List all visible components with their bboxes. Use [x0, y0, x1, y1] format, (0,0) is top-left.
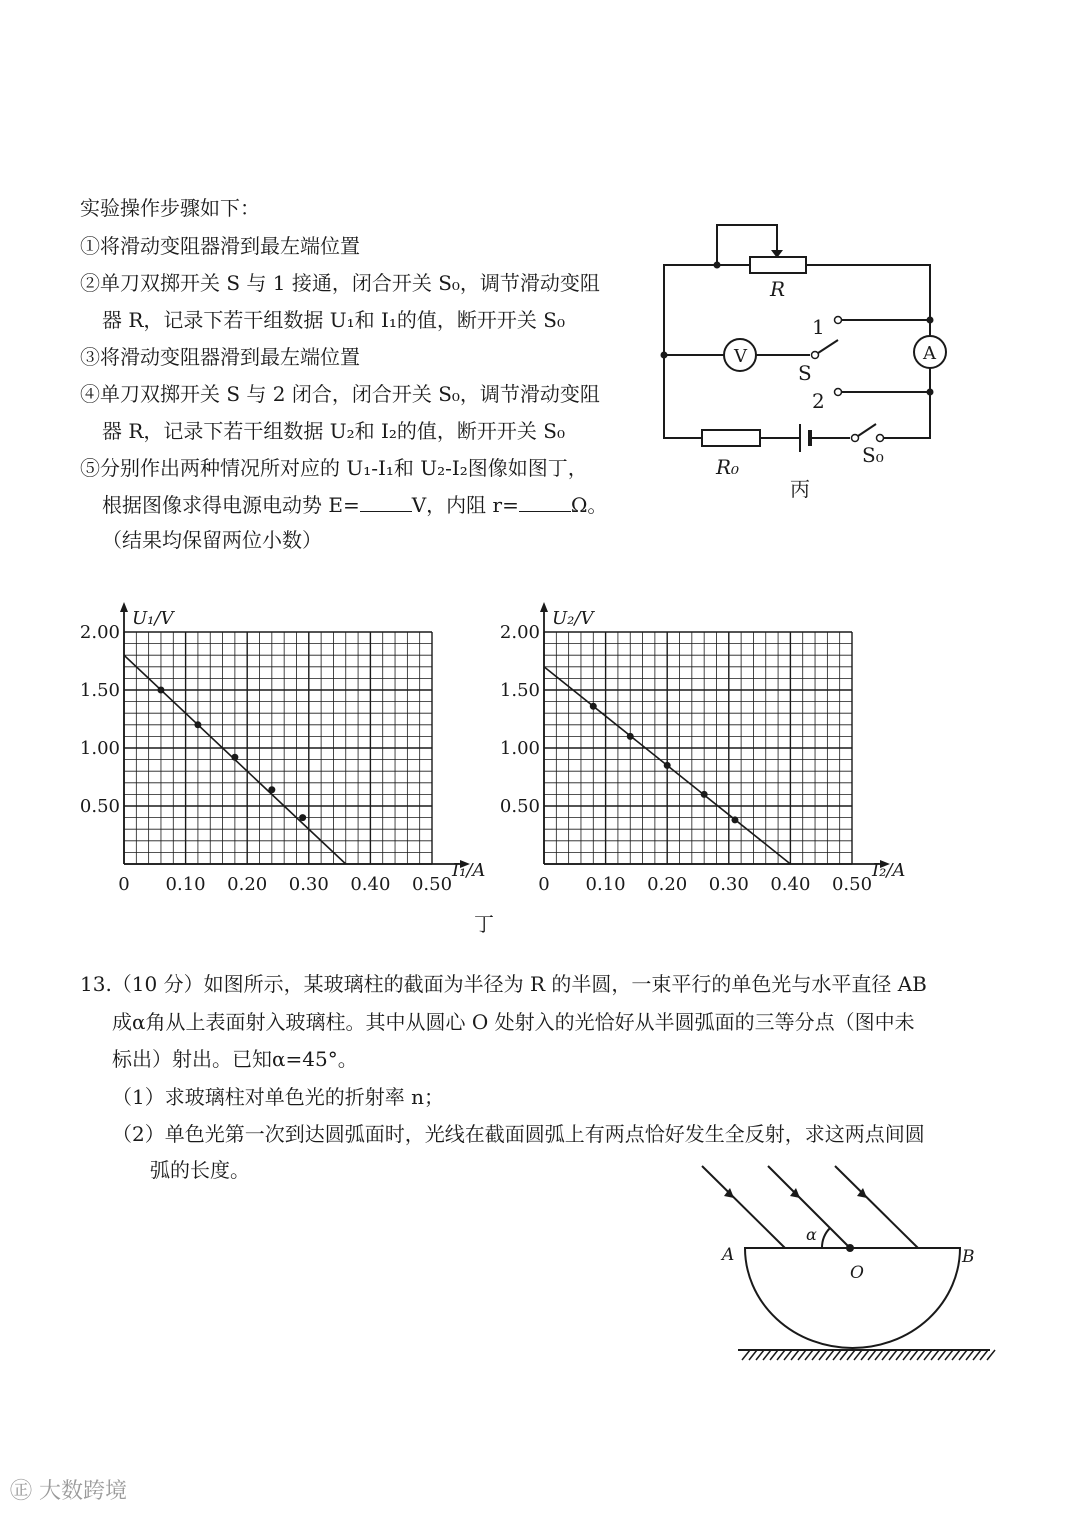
switch-s-label: S: [798, 361, 812, 385]
x-axis-label: I₁/A: [452, 860, 486, 881]
point-a-label: A: [722, 1245, 735, 1265]
emf-answer-blank[interactable]: [360, 493, 412, 512]
ground-hatch: [903, 1350, 911, 1360]
y-tick-label: 2.00: [79, 622, 120, 643]
step-2-line-1: ②单刀双掷开关 S 与 1 接通，闭合开关 S₀，调节滑动变阻: [80, 271, 600, 295]
ground-hatch: [784, 1350, 792, 1360]
ground-hatch: [756, 1350, 764, 1360]
ground-hatch: [987, 1350, 995, 1360]
ground-hatch: [945, 1350, 953, 1360]
ground-hatch: [812, 1350, 820, 1360]
ground-hatch: [931, 1350, 939, 1360]
ground-hatch: [749, 1350, 757, 1360]
ground-hatch: [861, 1350, 869, 1360]
data-point: [731, 816, 738, 823]
circuit-diagram: [640, 210, 950, 510]
ground-hatch: [763, 1350, 771, 1360]
ground-hatch: [868, 1350, 876, 1360]
glass-semicircle-diagram: [690, 1160, 1010, 1375]
ground-hatch: [973, 1350, 981, 1360]
x-tick-label: 0: [538, 874, 550, 895]
ground-hatch: [791, 1350, 799, 1360]
data-point: [231, 754, 238, 761]
ammeter-label: A: [923, 343, 936, 364]
ground-hatch: [980, 1350, 988, 1360]
ground-hatch: [952, 1350, 960, 1360]
step-2-line-2: 器 R，记录下若干组数据 U₁和 I₁的值，断开开关 S₀: [102, 308, 565, 332]
y-tick-label: 1.50: [79, 680, 120, 701]
data-point: [194, 721, 201, 728]
x-tick-label: 0.10: [165, 874, 206, 895]
x-tick-label: 0.40: [770, 874, 811, 895]
x-tick-label: 0: [118, 874, 130, 895]
x-tick-label: 0.30: [288, 874, 329, 895]
ground-hatch: [917, 1350, 925, 1360]
ground-hatch: [966, 1350, 974, 1360]
y-tick-label: 0.50: [79, 796, 120, 817]
ground-hatch: [882, 1350, 890, 1360]
ground-hatch: [833, 1350, 841, 1360]
switch-s0-label: S₀: [862, 443, 884, 467]
contact-2-label: 2: [812, 389, 825, 413]
problem-13-line-2: 成α角从上表面射入玻璃柱。其中从圆心 O 处射入的光恰好从半圆弧面的三等分点（图中未: [112, 1010, 915, 1034]
ground-hatch: [777, 1350, 785, 1360]
y-tick-label: 2.00: [499, 622, 540, 643]
ground-hatch: [959, 1350, 967, 1360]
y-tick-label: 1.00: [499, 738, 540, 759]
data-point: [664, 762, 671, 769]
ground-hatch: [826, 1350, 834, 1360]
ground-hatch: [875, 1350, 883, 1360]
step-3: ③将滑动变阻器滑到最左端位置: [80, 345, 360, 369]
x-tick-label: 0.50: [411, 874, 453, 895]
resistance-answer-blank[interactable]: [519, 493, 571, 512]
step-5-line-3: （结果均保留两位小数）: [102, 528, 322, 552]
ohm-unit: Ω。: [570, 493, 608, 517]
question-1: （1）求玻璃柱对单色光的折射率 n；: [112, 1085, 444, 1109]
ground-hatch: [854, 1350, 862, 1360]
step-4-line-1: ④单刀双掷开关 S 与 2 闭合，闭合开关 S₀，调节滑动变阻: [80, 382, 600, 406]
question-2-line-2: 弧的长度。: [150, 1158, 250, 1182]
alpha-label: α: [806, 1225, 817, 1244]
x-tick-label: 0.10: [585, 874, 626, 895]
u2-i2-chart: [490, 600, 930, 900]
x-tick-label: 0.20: [647, 874, 688, 895]
y-axis-arrow: [540, 602, 548, 612]
ground-hatch: [924, 1350, 932, 1360]
y-tick-label: 1.00: [79, 738, 120, 759]
x-tick-label: 0.50: [831, 874, 873, 895]
voltmeter-label: V: [734, 346, 747, 367]
ground-hatch: [938, 1350, 946, 1360]
question-2-line-1: （2）单色光第一次到达圆弧面时，光线在截面圆弧上有两点恰好发生全反射，求这两点间圆: [112, 1122, 925, 1146]
emf-prompt: 根据图像求得电源电动势 E=: [102, 493, 360, 517]
data-point: [627, 733, 634, 740]
resistance-prompt: V，内阻 r=: [411, 493, 519, 517]
center-o-label: O: [850, 1263, 864, 1283]
ground-hatch: [910, 1350, 918, 1360]
ground-hatch: [840, 1350, 848, 1360]
ground-hatch: [819, 1350, 827, 1360]
data-point: [157, 687, 164, 694]
contact-1-label: 1: [812, 315, 825, 339]
y-axis-arrow: [120, 602, 128, 612]
step-1: ①将滑动变阻器滑到最左端位置: [80, 234, 360, 258]
x-tick-label: 0.40: [350, 874, 391, 895]
step-4-line-2: 器 R，记录下若干组数据 U₂和 I₂的值，断开开关 S₀: [102, 419, 565, 443]
ground-hatch: [889, 1350, 897, 1360]
ground-hatch: [805, 1350, 813, 1360]
y-tick-label: 1.50: [499, 680, 540, 701]
ground-hatch: [798, 1350, 806, 1360]
watermark-logo: ㊣ 大数跨境: [10, 1479, 127, 1504]
ground-hatch: [742, 1350, 750, 1360]
x-axis-label: I₂/A: [872, 860, 906, 881]
problem-13-line-1: 13.（10 分）如图所示，某玻璃柱的截面为半径为 R 的半圆，一束平行的单色光与水平直径 AB: [80, 972, 927, 996]
resistor-r0-label: R₀: [716, 455, 740, 479]
figure-caption: 丁: [474, 912, 494, 936]
data-point: [299, 814, 306, 821]
data-point: [590, 703, 597, 710]
u1-i1-chart: [70, 600, 510, 900]
step-5-line-1: ⑤分别作出两种情况所对应的 U₁-I₁和 U₂-I₂图像如图丁，: [80, 456, 588, 480]
rheostat-label: R: [770, 277, 786, 301]
x-tick-label: 0.20: [227, 874, 268, 895]
y-axis-label: U₂/V: [552, 608, 594, 629]
ground-hatch: [896, 1350, 904, 1360]
point-b-label: B: [962, 1247, 975, 1267]
data-point: [268, 786, 275, 793]
step-5-line-2: [102, 493, 607, 517]
y-axis-label: U₁/V: [132, 608, 174, 629]
ground-hatch: [847, 1350, 855, 1360]
ground-hatch: [770, 1350, 778, 1360]
y-tick-label: 0.50: [499, 796, 540, 817]
circuit-caption: 丙: [790, 477, 810, 501]
data-point: [701, 791, 708, 798]
steps-heading: 实验操作步骤如下：: [80, 196, 260, 220]
x-tick-label: 0.30: [708, 874, 749, 895]
problem-13-line-3: 标出）射出。已知α=45°。: [112, 1047, 358, 1071]
